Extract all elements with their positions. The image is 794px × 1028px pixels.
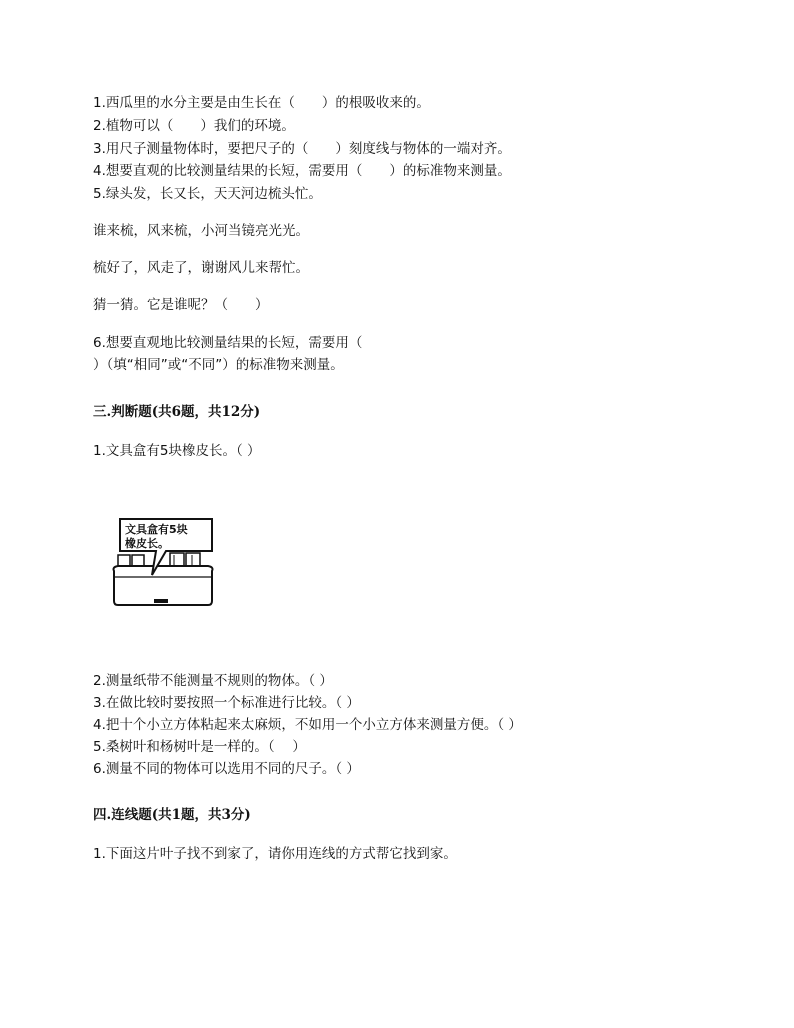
judgment-item-4: 4.把十个小立方体粘起来太麻烦，不如用一个小立方体来测量方便。（ ）: [93, 717, 522, 733]
judgment-item-1: 1.文具盒有5块橡皮长。（ ）: [93, 443, 261, 459]
judgment-item-3: 3.在做比较时要按照一个标准进行比较。（ ）: [93, 695, 360, 711]
fill-blank-item-1: 1.西瓜里的水分主要是由生长在（ ）的根吸收来的。: [93, 95, 430, 111]
riddle-line-3: 猜一猜。它是谁呢？（ ）: [93, 297, 269, 313]
fill-blank-item-3: 3.用尺子测量物体时，要把尺子的（ ）刻度线与物体的一端对齐。: [93, 141, 511, 157]
eraser-shape: [170, 553, 184, 567]
riddle-line-2: 梳好了，风走了，谢谢风儿来帮忙。: [93, 260, 309, 276]
section-heading-judgment: 三.判断题(共6题，共12分): [93, 404, 261, 420]
judgment-item-5: 5.桑树叶和杨树叶是一样的。（ ）: [93, 739, 306, 755]
section-heading-matching: 四.连线题(共1题，共3分): [93, 807, 251, 823]
matching-item-1: 1.下面这片叶子找不到家了，请你用连线的方式帮它找到家。: [93, 846, 457, 862]
judgment-item-2: 2.测量纸带不能测量不规则的物体。（ ）: [93, 673, 333, 689]
bubble-text-line-2: 橡皮长。: [125, 537, 169, 550]
eraser-shape: [186, 553, 200, 567]
fill-blank-item-6-line-2: ）（填“相同”或“不同”）的标准物来测量。: [93, 357, 344, 373]
fill-blank-item-6-line-1: 6.想要直观地比较测量结果的长短，需要用（: [93, 335, 363, 351]
pencil-box-clasp: [154, 599, 168, 603]
bubble-text-line-1: 文具盒有5块: [125, 523, 188, 536]
fill-blank-item-4: 4.想要直观的比较测量结果的长短，需要用（ ）的标准物来测量。: [93, 163, 511, 179]
pencil-box-illustration: [108, 517, 220, 607]
fill-blank-item-2: 2.植物可以（ ）我们的环境。: [93, 118, 295, 134]
riddle-line-1: 谁来梳，风来梳，小河当镜亮光光。: [93, 223, 309, 239]
fill-blank-item-5: 5.绿头发，长又长，天天河边梳头忙。: [93, 186, 322, 202]
judgment-item-6: 6.测量不同的物体可以选用不同的尺子。（ ）: [93, 761, 360, 777]
